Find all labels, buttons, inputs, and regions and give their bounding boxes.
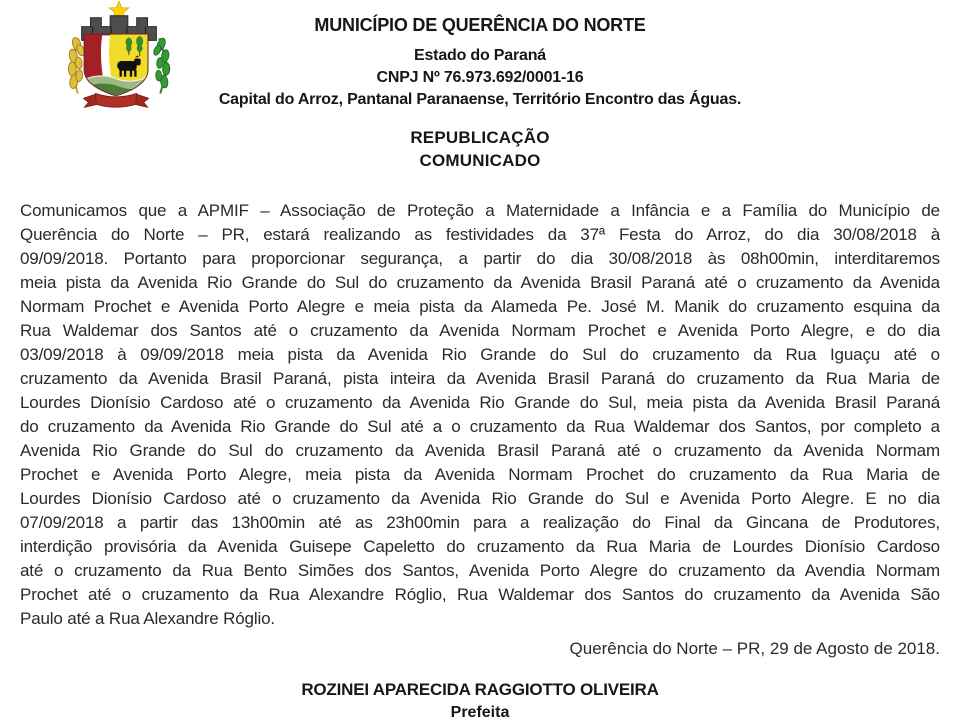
- body-line: Lourdes Dionísio Cardoso até o cruzamento da Avenida Rio Grande do Sul, meia pista da Avenida Brasil Paraná: [20, 393, 940, 412]
- body-line: meia pista da Avenida Rio Grande do Sul do cruzamento da Avenida Brasil Paraná até o cruzamento da Avenida: [20, 273, 940, 292]
- signature-name: ROZINEI APARECIDA RAGGIOTTO OLIVEIRA: [301, 680, 659, 699]
- body-line: Prochet e Avenida Porto Alegre, meia pista da Avenida Normam Prochet do cruzamento da Rua Maria de: [20, 465, 940, 484]
- body-line: 07/09/2018 a partir das 13h00min até as 23h00min para a realização do Final da Gincana de Produtores,: [20, 513, 940, 532]
- body-line: Querência do Norte – PR, estará realizando as festividades da 37ª Festa do Arroz, do dia 30/08/2018 à: [20, 225, 940, 244]
- motto-line: Capital do Arroz, Pantanal Paranaense, Território Encontro das Águas.: [218, 91, 742, 108]
- body-line: 03/09/2018 à 09/09/2018 meia pista da Avenida Rio Grande do Sul do cruzamento da Rua Iguaçu até o: [20, 345, 940, 364]
- body-line: cruzamento da Avenida Brasil Paraná, pista inteira da Avenida Brasil Paraná do cruzamento da Rua Maria de: [20, 369, 940, 388]
- document-header: [0, 13, 960, 172]
- municipality-title: MUNICÍPIO DE QUERÊNCIA DO NORTE: [314, 15, 646, 35]
- body-line: Rua Waldemar dos Santos até o cruzamento da Avenida Normam Prochet e Avenida Porto Alegre, e do dia: [20, 321, 940, 340]
- body-line: do cruzamento da Avenida Rio Grande do Sul até a o cruzamento da Rua Waldemar dos Santos, por completo a: [20, 417, 940, 436]
- body-line: 09/09/2018. Portanto para proporcionar segurança, a partir do dia 30/08/2018 às 08h00min, interditaremos: [20, 249, 940, 268]
- body-line: Comunicamos que a APMIF – Associação de Proteção a Maternidade a Infância e a Família do Município de: [20, 201, 940, 220]
- body-line: Lourdes Dionísio Cardoso até o cruzamento da Avenida Rio Grande do Sul e Avenida Porto Alegre. E no dia: [20, 489, 940, 508]
- body-line: Normam Prochet e Avenida Porto Alegre e meia pista da Alameda Pe. José M. Manik do cruzamento esquina da: [20, 297, 940, 316]
- dateline: Querência do Norte – PR, 29 de Agosto de 2018.: [569, 639, 940, 658]
- republication-label: REPUBLICAÇÃO: [410, 128, 550, 147]
- cnpj-line: CNPJ Nº 76.973.692/0001-16: [376, 69, 584, 86]
- state-line: Estado do Paraná: [414, 47, 546, 64]
- body-line: Paulo até a Rua Alexandre Róglio.: [20, 609, 275, 628]
- body-line: Avenida Rio Grande do Sul do cruzamento da Avenida Brasil Paraná até o cruzamento da Avenida Normam: [20, 441, 940, 460]
- document-type-block: [0, 126, 960, 172]
- body-line: interdição provisória da Avenida Guisepe Capeletto do cruzamento da Rua Maria de Lourdes Dionísio Cardoso: [20, 537, 940, 556]
- signature-block: [20, 678, 940, 720]
- body-line: Prochet até o cruzamento da Rua Alexandre Róglio, Rua Waldemar dos Santos do cruzamento da Avenida São: [20, 585, 940, 604]
- communique-label: COMUNICADO: [419, 151, 541, 170]
- signature-title: Prefeita: [450, 704, 510, 720]
- body-line: até o cruzamento da Rua Bento Simões dos Santos, Avenida Porto Alegre do cruzamento da Avendia Normam: [20, 561, 940, 580]
- announcement-body: [20, 199, 940, 720]
